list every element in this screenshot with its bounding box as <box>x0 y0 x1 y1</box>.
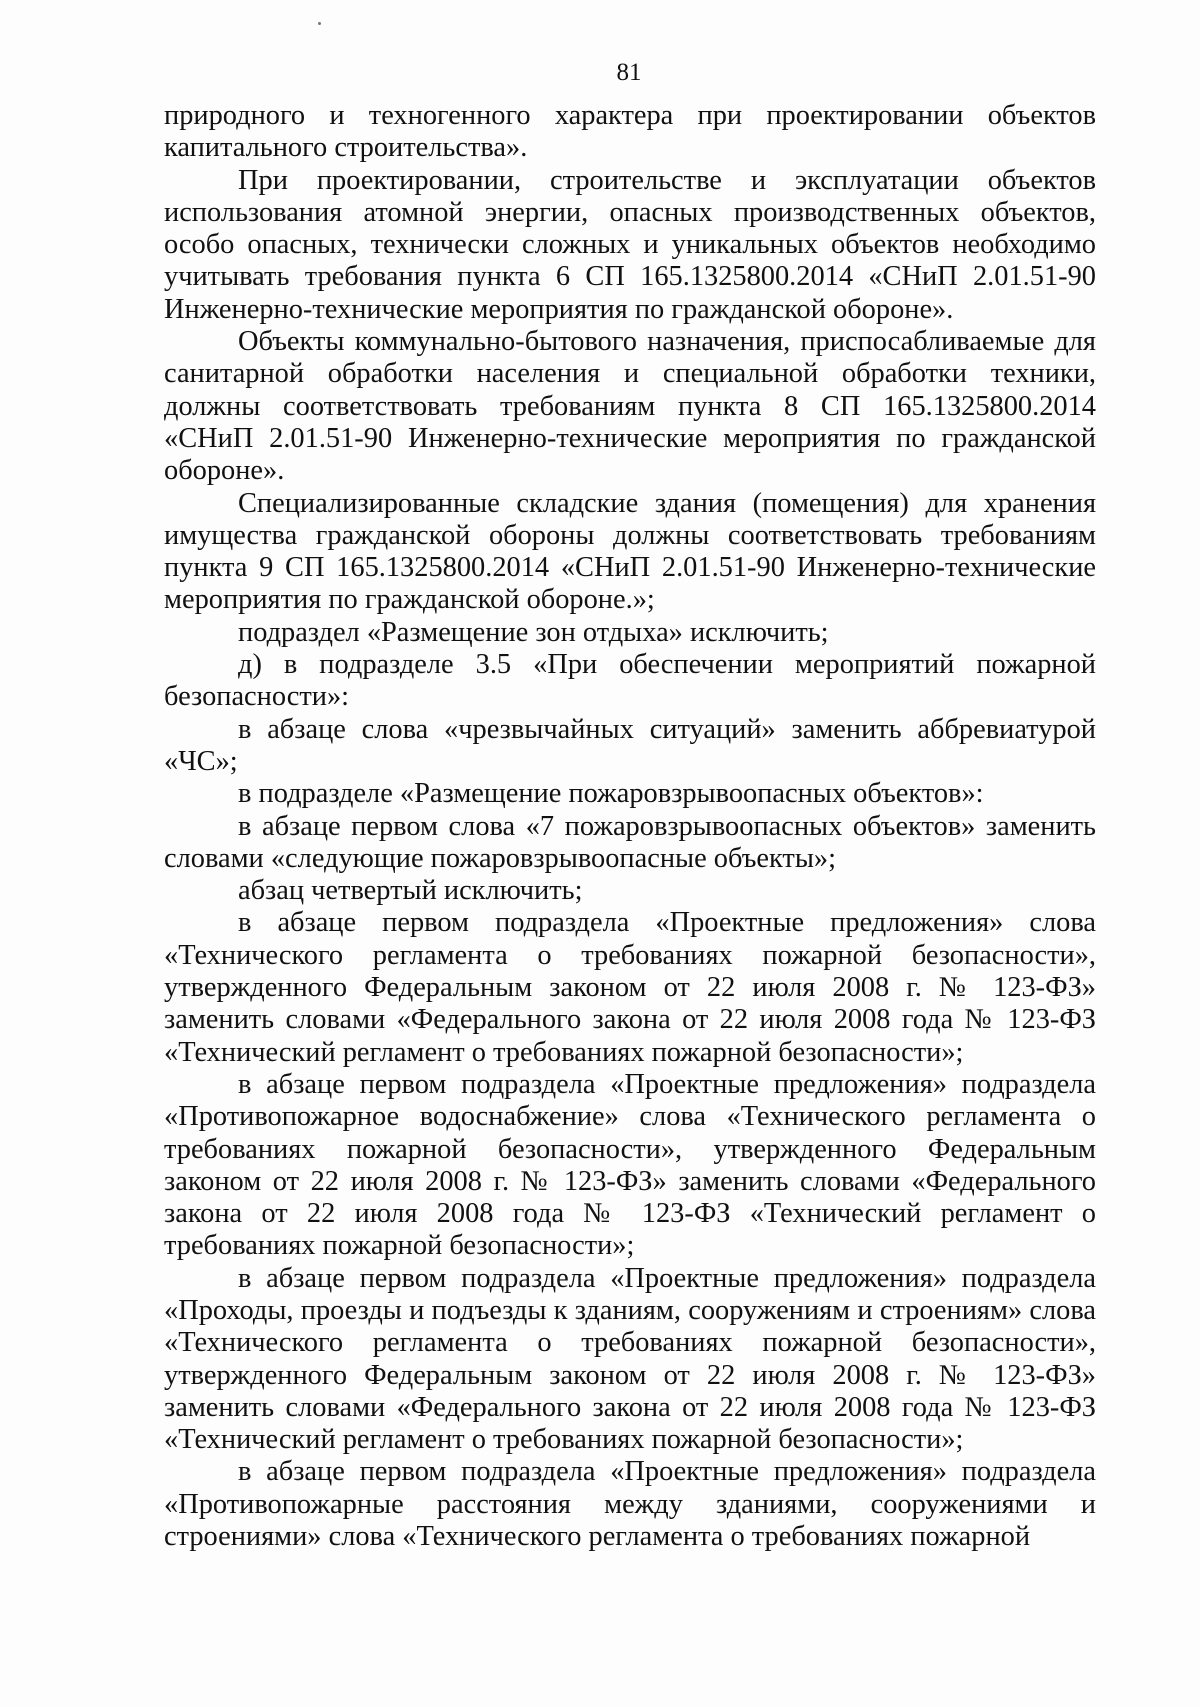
paragraph-7: в абзаце слова «чрезвычайных ситуаций» заменить аббревиатурой «ЧС»; <box>164 713 1096 777</box>
paragraph-5: подраздел «Размещение зон отдыха» исключить; <box>238 616 829 648</box>
paragraph-10: абзац четвертый исключить; <box>238 875 583 907</box>
paragraph-6: д) в подразделе 3.5 «При обеспечении мероприятий пожарной безопасности»: <box>164 649 1096 713</box>
paragraph-12: в абзаце первом подраздела «Проектные предложения» подраздела «Противопожарное водоснабжение» слова «Технического регламента о требованиях пожарной безопасности», утвержденного Федеральным законом от 22 июля 2008 г. № 123-ФЗ» заменить словами «Федерального закона от 22 июля 2008 года № 123-ФЗ «Технический регламент о требованиях пожарной безопасности»; <box>164 1068 1096 1262</box>
paragraph-9: в абзаце первом слова «7 пожаровзрывоопасных объектов» заменить словами «следующие пожаровзрывоопасные объекты»; <box>164 810 1096 874</box>
page-number: 81 <box>616 59 642 86</box>
paragraph-11: в абзаце первом подраздела «Проектные предложения» слова «Технического регламента о требованиях пожарной безопасности», утвержденного Федеральным законом от 22 июля 2008 г. № 123-ФЗ» заменить словами «Федерального закона от 22 июля 2008 года № 123-ФЗ «Технический регламент о требованиях пожарной безопасности»; <box>164 907 1096 1068</box>
paragraph-8: в подразделе «Размещение пожаровзрывоопасных объектов»: <box>238 778 984 810</box>
paragraph-4: Специализированные складские здания (помещения) для хранения имущества гражданской обороны должны соответствовать требованиям пункта 9 СП 165.1325800.2014 «СНиП 2.01.51-90 Инженерно-технические мероприятия по гражданской обороне.»; <box>164 487 1096 616</box>
paragraph-13: в абзаце первом подраздела «Проектные предложения» подраздела «Проходы, проезды и подъезды к зданиям, сооружениям и строениям» слова «Технического регламента о требованиях пожарной безопасности», утвержденного Федеральным законом от 22 июля 2008 г. № 123-ФЗ» заменить словами «Федерального закона от 22 июля 2008 года № 123-ФЗ «Технический регламент о требованиях пожарной безопасности»; <box>164 1262 1096 1456</box>
paragraph-3: Объекты коммунально-бытового назначения, приспосабливаемые для санитарной обработки населения и специальной обработки техники, должны соответствовать требованиям пункта 8 СП 165.1325800.2014 «СНиП 2.01.51-90 Инженерно-технические мероприятия по гражданской обороне». <box>164 326 1096 487</box>
document-body <box>164 100 1096 1553</box>
paragraph-2: При проектировании, строительстве и эксплуатации объектов использования атомной энергии, опасных производственных объектов, особо опасных, технически сложных и уникальных объектов необходимо учитывать требования пункта 6 СП 165.1325800.2014 «СНиП 2.01.51-90 Инженерно-технические мероприятия по гражданской обороне». <box>164 164 1096 325</box>
scan-artifact <box>318 22 321 25</box>
paragraph-1: природного и техногенного характера при проектировании объектов капитального строительства». <box>164 100 1096 164</box>
paragraph-14: в абзаце первом подраздела «Проектные предложения» подраздела «Противопожарные расстояния между зданиями, сооружениями и строениями» слова «Технического регламента о требованиях пожарной <box>164 1456 1096 1553</box>
